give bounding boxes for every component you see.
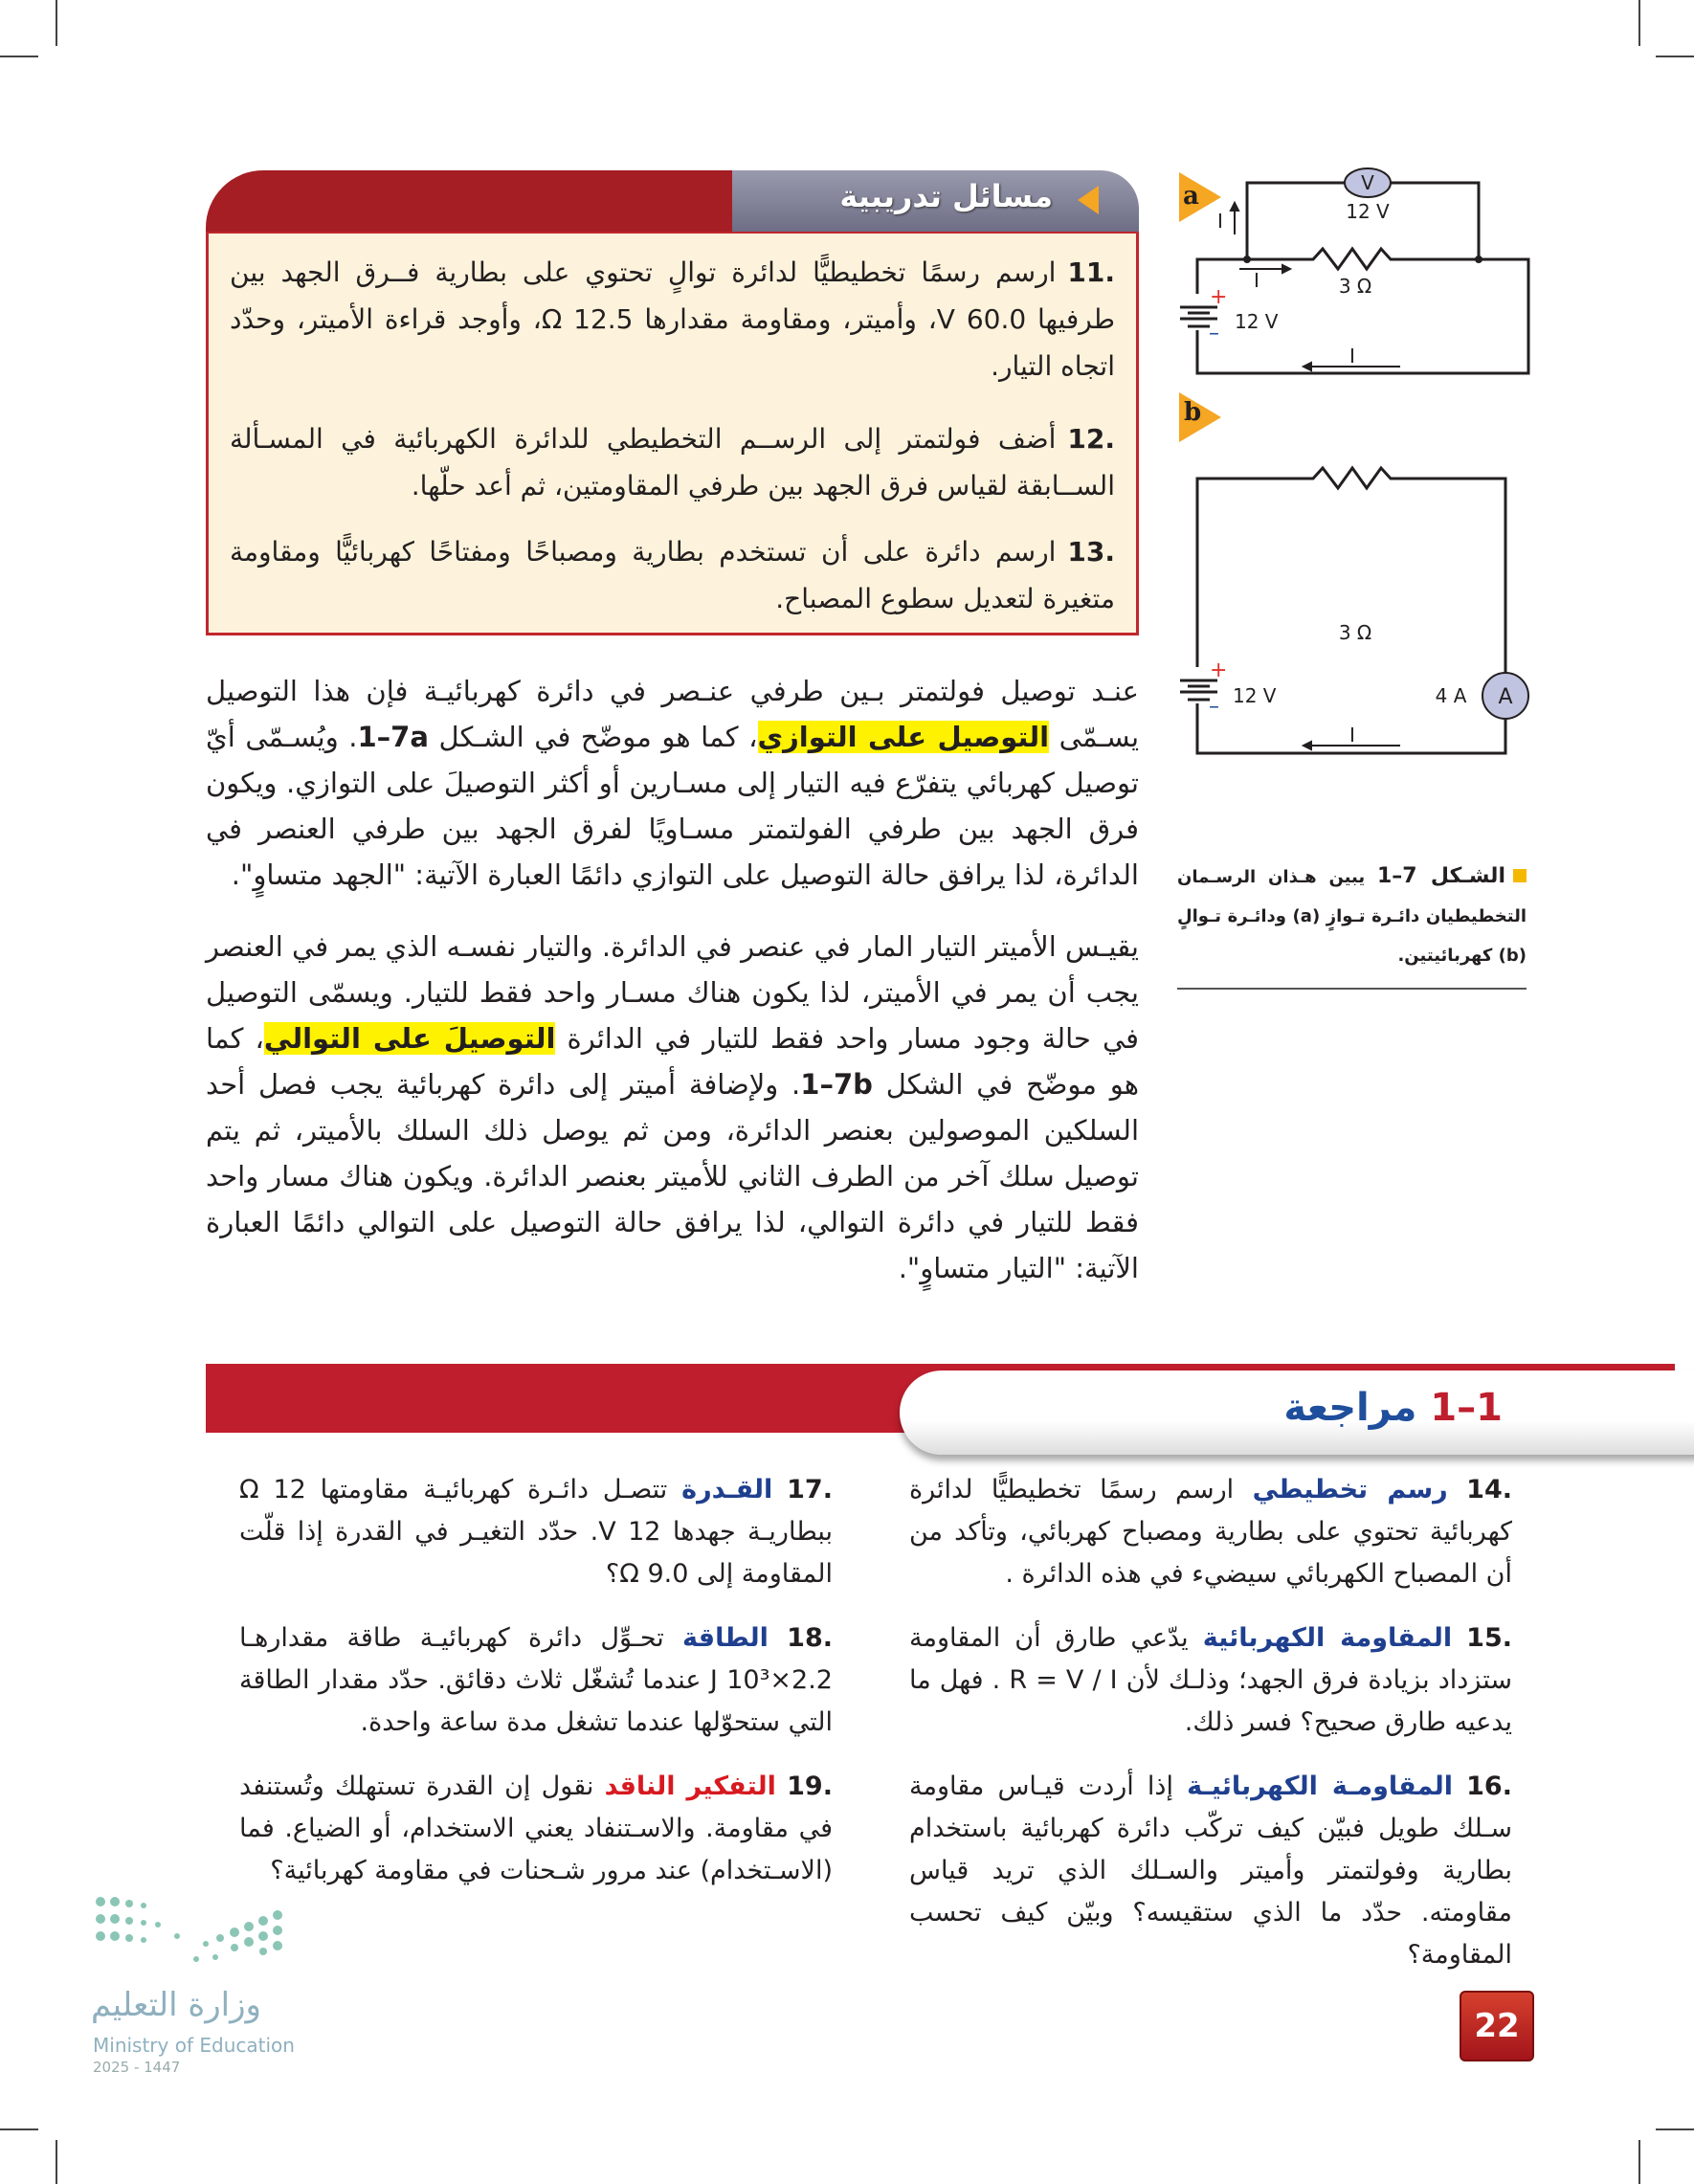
- review-item: [909, 1617, 1512, 1744]
- crop-mark: [56, 2140, 57, 2184]
- item-keyword: التفكير الناقد: [604, 1772, 776, 1801]
- crop-mark: [1656, 56, 1694, 57]
- item-number: .13: [1067, 536, 1115, 568]
- figure-ref: 1–7a: [357, 721, 429, 753]
- item-number: .14: [1466, 1475, 1512, 1504]
- item-number: .18: [787, 1623, 833, 1653]
- caption-bullet-icon: [1513, 869, 1527, 882]
- junction: [1243, 256, 1251, 263]
- wire: [1247, 183, 1345, 259]
- item-text: ارسم دائرة على أن تستخدم بطارية ومصباحًا ومفتاحًا كهربائيًّا ومقاومة متغيرة لتعديل سطوع المصباح.: [230, 536, 1115, 614]
- review-item: [239, 1617, 833, 1744]
- voltmeter-symbol: V: [1361, 171, 1374, 194]
- item-keyword: المقاومـة الكهربائيـة: [1187, 1772, 1453, 1801]
- crop-mark: [1638, 0, 1640, 46]
- ministry-logo: [91, 1890, 311, 2091]
- practice-problems-box: [206, 170, 1139, 636]
- figure-caption: [1177, 857, 1527, 975]
- item-text: ارسم رسمًا تخطيطيًّا لدائرة توالٍ تحتوي على بطارية فــرق الجهد بين طرفيها 60.0 V، وأميتر، ومقاومة مقدارها 12.5 Ω، وأوجد قراءة الأميتر، وحدّد اتجاه التيار.: [230, 256, 1116, 382]
- crop-mark: [1656, 2128, 1694, 2130]
- item-text: ارسم رسمًا تخطيطيًّا لدائرة كهربائية تحتوي على بطارية ومصباح كهربائي، وتأكد من أن المصباح الكهربائي سيضيء في هذه الدائرة .: [909, 1475, 1512, 1589]
- header-red-band: [206, 170, 732, 232]
- paragraph-parallel: [206, 668, 1139, 898]
- section-title: مراجعة: [1283, 1386, 1417, 1430]
- figure-ref: 1–7b: [800, 1068, 873, 1101]
- item-keyword: المقاومة الكهربائية: [1202, 1623, 1453, 1653]
- section-number: 1–1: [1430, 1386, 1503, 1430]
- item-number: .17: [787, 1475, 833, 1504]
- item-text: تحـوِّل دائرة كهربائيـة طاقة مقدارهـا 2.2×10³ J عندما تُشغّل ثلاث دقائق. حدّد مقدار الطاقة التي ستحوّلها عندما تشغل مدة ساعة واحدة.: [239, 1623, 833, 1737]
- current-label: I: [1254, 269, 1259, 292]
- practice-item: [230, 528, 1115, 622]
- logo-dots-icon: [91, 1890, 311, 1976]
- item-number: .15: [1466, 1623, 1512, 1653]
- crop-mark: [0, 56, 38, 57]
- ammeter-symbol: A: [1498, 685, 1513, 709]
- minus-sign: –: [1209, 322, 1219, 345]
- arrow-icon: [1078, 186, 1099, 214]
- caption-label: الشـكل 7–1: [1376, 864, 1505, 888]
- logo-year: 2025 - 1447: [93, 2059, 181, 2076]
- practice-item: [230, 415, 1115, 509]
- plus-sign: +: [1210, 285, 1228, 309]
- text: يقيـس الأميتر التيار المار في عنصر في الدائرة. والتيار نفسـه الذي يمر في العنصر يجب أن يمر في الأميتر، لذا يكون هناك مسـار واحد فقط للتيار. ويسمّى التوصيل في حالة وجود مسار واحد فقط للتيار في الدائرة: [206, 930, 1139, 1055]
- practice-body: [206, 232, 1139, 635]
- current-label: I: [1349, 345, 1355, 368]
- figure-tag-b-label: b: [1184, 398, 1202, 427]
- resistor-label: 3 Ω: [1338, 275, 1372, 298]
- text: . ويُسـمّى أيّ توصيل كهربائي يتفرّع فيه التيار إلى مسـارين أو أكثر التوصيلَ على التوازي. ويكون فرق الجهد بين طرفي الفولتمتر مسـاويًا لفرق الجهد بين طرفي العنصر في الدائرة، لذا يرافق حالة التوصيل على التوازي دائمًا العبارة الآتية: "الجهد متساوٍ".: [206, 721, 1139, 891]
- review-title: [1244, 1386, 1503, 1430]
- review-item: [239, 1766, 833, 1892]
- text: . ولإضافة أميتر إلى دائرة كهربائية يجب فصل أحد السلكين الموصولين بعنصر الدائرة، ومن ثم يوصل ذلك السلك بالأميتر، ثم يتم توصيل سلك آخر من الطرف الثاني للأميتر بعنصر الدائرة. ويكون هناك مسار واحد فقط للتيار في دائرة التوالي، لذا يرافق حالة التوصيل على التوالي دائمًا العبارة الآتية: "التيار متساوٍ".: [206, 1068, 1139, 1284]
- item-keyword: الطاقة: [682, 1623, 769, 1653]
- current-label: I: [1217, 210, 1223, 233]
- wire: [1197, 468, 1505, 682]
- term-series: التوصيلَ على التوالي: [263, 1022, 556, 1055]
- text: عنـد توصيل فولتمتر بـين طرفي عنـصر في دائرة كهربائيـة فإن هذا التوصيل يسـمّى: [206, 675, 1140, 753]
- caption-divider: [1177, 988, 1527, 990]
- item-text: تتصـل دائـرة كهربائيـة مقاومتها 12 Ω ببطاريـة جهدها 12 V. حدّد التغيـر في القدرة إذا قلّت المقاومة إلى 9.0 Ω؟: [239, 1475, 834, 1589]
- ammeter-reading: 4 A: [1435, 684, 1467, 707]
- voltmeter-reading: 12 V: [1346, 200, 1390, 223]
- practice-header: [206, 170, 1139, 232]
- battery-label: 12 V: [1235, 310, 1279, 333]
- text: ، كما هو موضّح في الشكل: [206, 1022, 1139, 1101]
- page-number: 22: [1460, 1991, 1534, 2061]
- item-number: .19: [787, 1772, 833, 1801]
- practice-title: مسائل تدريبية: [839, 178, 1053, 214]
- term-parallel: التوصيل على التوازي: [757, 721, 1050, 753]
- crop-mark: [1638, 2140, 1640, 2184]
- item-text: نقول إن القدرة تستهلك وتُستنفد في مقاومة. والاسـتنفاد يعني الاستخدام، أو الضياع. فما (الاسـتخدام) عند مرور شـحنات في مقاومة كهربائية؟: [239, 1772, 833, 1885]
- item-text: إذا أردت قيـاس مقاومة سـلك طويل فبيّن كيف تركّب دائرة كهربائية باستخدام بطارية وفولتمتر وأميتر والسـلك الذي تريد قياس مقاومته. حدّد ما الذي ستقيسه؟ وبيّن كيف تحسب المقاومة؟: [909, 1772, 1512, 1970]
- item-keyword: رسم تخطيطي: [1252, 1475, 1448, 1504]
- wire: [1390, 183, 1479, 259]
- figure-tag-a-label: a: [1183, 182, 1199, 211]
- logo-arabic: وزارة التعليم: [91, 1986, 261, 2024]
- minus-sign: –: [1209, 695, 1219, 719]
- practice-item: [230, 249, 1115, 390]
- review-item: [909, 1766, 1512, 1976]
- item-number: .11: [1067, 256, 1115, 288]
- text: ، كما هو موضّح في الشـكل: [428, 721, 758, 753]
- paragraph-series: [206, 924, 1139, 1291]
- junction: [1475, 256, 1482, 263]
- item-text: يدّعي طارق أن المقاومة ستزداد بزيادة فرق الجهد؛ وذلـك لأن R = V / I . فهل ما يدعيه طارق صحيح؟ فسر ذلك.: [909, 1623, 1512, 1737]
- item-text: أضف فولتمتر إلى الرســم التخطيطي للدائرة الكهربائية في المسـألة الســابقة لقياس فرق الجهد بين طرفي المقاومتين، ثم أعد حلّها.: [230, 423, 1115, 501]
- current-label: I: [1349, 724, 1355, 747]
- caption-text: يبين هـذان الرسـمان التخطيطيان دائـرة تـوازٍ (a) ودائـرة تـوالٍ (b) كهربائيتين.: [1177, 867, 1527, 966]
- review-item: [239, 1469, 833, 1595]
- circuit-diagram-series: [1168, 383, 1570, 785]
- review-item: [909, 1469, 1512, 1595]
- crop-mark: [0, 2128, 38, 2130]
- logo-english: Ministry of Education: [93, 2034, 295, 2057]
- item-number: .16: [1466, 1772, 1512, 1801]
- item-number: .12: [1067, 423, 1115, 455]
- resistor-label: 3 Ω: [1338, 621, 1372, 644]
- item-keyword: القـدرة: [681, 1475, 773, 1504]
- plus-sign: +: [1210, 658, 1228, 682]
- battery-label: 12 V: [1233, 684, 1277, 707]
- crop-mark: [56, 0, 57, 46]
